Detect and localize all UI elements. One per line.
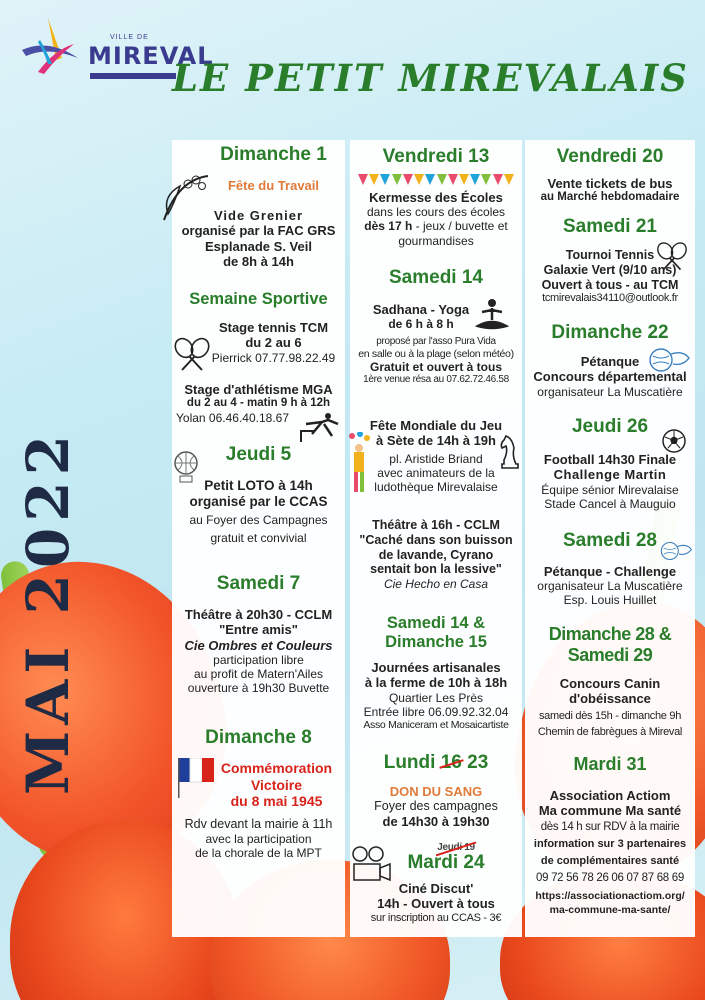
event-time: dès 17 h	[364, 219, 413, 234]
event-line: Esplanade S. Veil	[205, 238, 312, 254]
phone-numbers: 09 72 56 78 26 06 07 87 68 69	[536, 872, 684, 885]
event-line: 14h - Ouvert à tous	[377, 896, 495, 912]
event-line: dès 14 h sur RDV à la mairie	[540, 820, 680, 833]
event-line: "Caché dans son buisson	[359, 532, 513, 547]
event-subtitle: Fête du Travail	[227, 178, 320, 193]
event-line: de 6 h à 8 h	[388, 317, 454, 332]
event-line: 1ère venue résa au 07.62.72.46.58	[363, 374, 509, 386]
event-line: Gratuit et ouvert à tous	[369, 360, 503, 375]
event-line: Ciné Discut'	[398, 881, 474, 896]
day-heading: Dimanche 8	[205, 727, 312, 748]
event-line: Association Actiom	[549, 788, 671, 803]
logo-swoosh-icon	[18, 10, 88, 80]
event-line: Ma commune Ma santé	[538, 803, 682, 819]
event-line: Foyer des campagnes	[374, 799, 498, 814]
event-line: sentait bon la lessive"	[370, 562, 502, 577]
event-line: Chemin de fabrègues à Mireval	[537, 725, 683, 738]
strikethrough-note: Jeudi 19	[437, 842, 475, 853]
event-line: Yolan 06.46.40.18.67	[176, 410, 289, 425]
event-line: "Entre amis"	[219, 622, 298, 638]
event-line: Pierrick 07.77.98.22.49	[211, 350, 336, 365]
event-line: sur inscription au CCAS - 3€	[370, 911, 502, 924]
event-line: de 14h30 à 19h30	[382, 814, 490, 830]
event-line: Vente tickets de bus	[547, 176, 673, 191]
logo-name: MIREVAL	[88, 42, 214, 70]
event-line: de lavande, Cyrano	[378, 547, 494, 562]
event-line: Victoire	[250, 776, 303, 793]
event-line: ludothèque Mirevalaise	[374, 480, 498, 495]
event-line: Football 14h30 Finale	[543, 452, 677, 467]
hurdler-icon	[298, 412, 342, 442]
event-line: en salle ou à la plage (selon météo)	[358, 347, 514, 360]
event-line: Asso Maniceram et Mosaicartiste	[363, 718, 509, 731]
day-heading: Samedi 7	[216, 573, 301, 594]
event-line: organisé par le CCAS	[189, 493, 328, 509]
month-title: MAI 2022	[14, 429, 82, 795]
event-line: de la chorale de la MPT	[195, 845, 322, 860]
football-icon	[661, 428, 687, 454]
website-link[interactable]: ma-commune-ma-sante/	[549, 904, 671, 917]
day-heading: Vendredi 20	[556, 146, 664, 167]
event-line: à la ferme de 10h à 18h	[364, 675, 508, 691]
event-line: avec animateurs de la	[377, 466, 495, 481]
event-line: information sur 3 partenaires	[533, 838, 687, 851]
event-line: Quartier Les Près	[388, 690, 484, 705]
event-line: Stage d'athlétisme MGA	[184, 382, 333, 397]
day-heading: Samedi 29	[567, 645, 653, 666]
event-line: Ouvert à tous - au TCM	[541, 277, 679, 292]
day-heading: Lundi	[383, 752, 436, 773]
event-line: dans les cours des écoles	[366, 205, 506, 220]
event-line: proposé par l'asso Pura Vida	[376, 336, 496, 347]
day-heading: Samedi 14	[389, 267, 483, 288]
event-line: de complémentaires santé	[540, 855, 680, 868]
day-heading: Samedi 21	[563, 216, 657, 237]
day-heading: Dimanche 1	[220, 144, 327, 165]
event-line: Challenge Martin	[553, 467, 667, 483]
event-line: du 2 au 4 - matin 9 h à 12h	[186, 397, 331, 410]
day-heading: Vendredi 13	[382, 146, 490, 167]
event-subtitle: DON DU SANG	[389, 784, 483, 799]
event-line: tcmirevalais34110@outlook.fr	[542, 292, 678, 305]
bunting-icon	[358, 174, 514, 188]
event-line: gourmandises	[398, 233, 474, 248]
day-heading: Dimanche 15	[385, 633, 487, 652]
petanque-hand-icon	[659, 540, 693, 562]
website-link[interactable]: https://associationactiom.org/	[535, 889, 685, 902]
event-line: d'obéissance	[569, 691, 651, 707]
event-line: ouverture à 19h30 Buvette	[187, 681, 330, 696]
event-line: Kermesse des Écoles	[369, 190, 503, 205]
event-line: Esp. Louis Huillet	[563, 593, 657, 608]
event-line: Cie Hecho en Casa	[383, 577, 489, 591]
day-heading: Mardi 31	[573, 754, 647, 774]
day-heading: Dimanche 22	[551, 322, 669, 343]
event-line: Équipe sénior Mirevalaise	[541, 482, 679, 497]
event-line: Galaxie Vert (9/10 ans)	[543, 262, 677, 277]
page-title: LE PETIT MIREVALAIS	[172, 56, 689, 100]
column-3	[525, 140, 695, 937]
event-line: participation libre	[213, 652, 304, 667]
event-line: Commémoration	[220, 760, 333, 776]
event-line: Pétanque - Challenge	[543, 564, 677, 579]
column-1	[172, 140, 345, 937]
event-line: Pétanque	[580, 354, 640, 369]
day-heading: Samedi 14 &	[386, 614, 486, 632]
event-line: samedi dès 15h - dimanche 9h	[538, 709, 682, 722]
event-line: Tournoi Tennis	[565, 248, 655, 262]
day-heading: Jeudi 5	[225, 444, 292, 465]
event-line: Fête Mondiale du Jeu	[369, 418, 503, 433]
event-line: Rdv devant la mairie à 11h	[184, 817, 333, 831]
new-date: 23	[467, 752, 489, 773]
logo-ville-de: VILLE DE	[110, 34, 149, 41]
event-line: du 8 mai 1945	[230, 793, 323, 810]
event-line: gratuit et convivial	[210, 531, 307, 545]
event-line: Entrée libre 06.09.92.32.04	[363, 704, 509, 719]
event-line: Théâtre à 16h - CCLM	[372, 518, 500, 532]
event-line: au Marché hebdomadaire	[540, 191, 680, 204]
event-line: Stage tennis TCM	[218, 320, 329, 335]
event-line: Petit LOTO à 14h	[204, 478, 313, 493]
event-line: Sadhana - Yoga	[372, 302, 470, 317]
event-line: - jeux / buvette et	[412, 219, 508, 234]
event-line: organisateur La Muscatière	[537, 384, 683, 399]
event-line: Cie Ombres et Couleurs	[184, 637, 333, 653]
day-heading: Jeudi 26	[571, 416, 649, 437]
mireval-logo	[18, 10, 214, 80]
event-line: à Sète de 14h à 19h	[376, 433, 496, 449]
event-line: de 8h à 14h	[223, 253, 294, 269]
event-line: du 2 au 6	[245, 335, 302, 351]
event-line: au Foyer des Campagnes	[189, 512, 328, 527]
day-heading: Semaine Sportive	[189, 290, 328, 308]
event-line: Stade Cancel à Mauguio	[544, 496, 676, 511]
event-line: Théâtre à 20h30 - CCLM	[184, 607, 333, 622]
logo-underline	[90, 73, 176, 79]
cancelled-date: 16	[440, 752, 462, 773]
day-heading: Dimanche 28 &	[548, 624, 672, 644]
event-line: Journées artisanales	[371, 660, 501, 675]
day-heading: Samedi 28	[563, 530, 657, 551]
event-line: Concours départemental	[533, 369, 687, 385]
event-line: au profit de Matern'Ailes	[193, 667, 324, 682]
event-line: organisé par la FAC GRS	[181, 223, 336, 239]
event-line: pl. Aristide Briand	[389, 452, 483, 466]
column-2	[350, 140, 522, 937]
day-heading: Mardi 24	[407, 852, 485, 873]
event-line: organisateur La Muscatière	[537, 579, 683, 594]
event-line: Concours Canin	[559, 676, 661, 691]
event-line: Vide Grenier	[213, 208, 304, 223]
event-line: avec la participation	[205, 831, 312, 846]
